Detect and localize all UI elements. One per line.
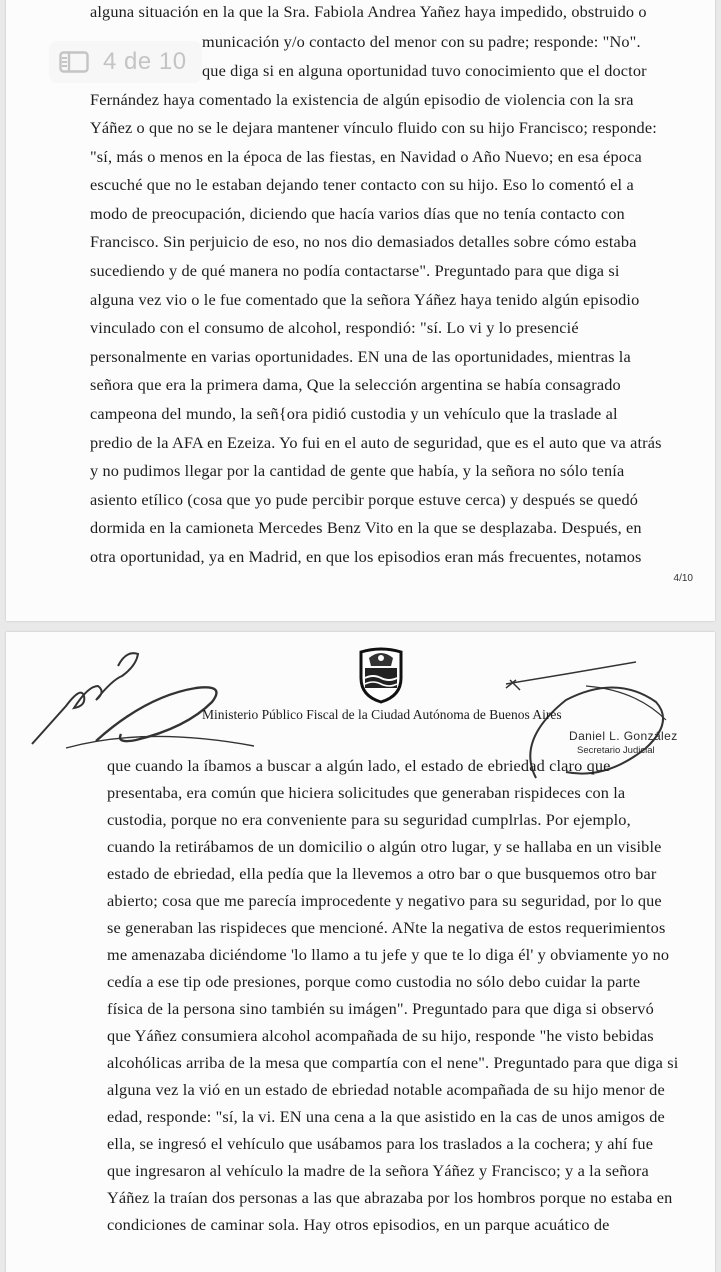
text-line: sucediendo y de qué manera no podía contactarse". Preguntado para que diga si xyxy=(90,261,620,280)
text-line: predio de la AFA en Ezeiza. Yo fui en el auto de seguridad, que es el auto que va atrás xyxy=(90,433,662,452)
signature-role: Secretario Judicial xyxy=(577,745,655,756)
text-line: "sí, más o menos en la época de las fiestas, en Navidad o Año Nuevo; en esa época xyxy=(90,147,642,166)
text-line: condiciones de caminar sola. Hay otros episodios, en un parque acuático de xyxy=(107,1215,610,1234)
text-line: edad, responde: "sí, la vi. EN una cena a la que asistido en la cas de unos amigos de xyxy=(107,1107,665,1126)
document-page-5 xyxy=(6,632,715,1272)
page-number: 4/10 xyxy=(673,573,693,584)
ministry-header: Ministerio Público Fiscal de la Ciudad Autónoma de Buenos Aires xyxy=(202,707,562,722)
text-line: custodia, porque no era conveniente para su seguridad cumplrlas. Por ejemplo, xyxy=(107,810,631,829)
text-line: escuché que no le estaban dejando tener contacto con su hijo. Eso lo comentó el a xyxy=(90,175,634,194)
text-line: que cuando la íbamos a buscar a algún lado, el estado de ebriedad claro que xyxy=(107,756,611,775)
text-line: alguna vez la vió en un estado de ebriedad notable acompañada de su hijo menor de xyxy=(107,1080,665,1099)
signature-name: Daniel L. González xyxy=(569,729,678,743)
text-line: alguna vez vio o le fue comentado que la señora Yáñez haya tenido algún episodio xyxy=(90,290,640,309)
text-line: personalmente en varias oportunidades. EN una de las oportunidades, mientras la xyxy=(90,347,631,366)
text-line: dormida en la camioneta Mercedes Benz Vito en la que se desplazaba. Después, en xyxy=(90,518,642,537)
text-line: estado de ebriedad, ella pedía que la llevemos a otro bar o que busquemos otro bar xyxy=(107,864,657,883)
text-line: cedía a ese tip ode presiones, porque como custodia no sólo debo cuidar la parte xyxy=(107,972,641,991)
page-indicator-badge[interactable] xyxy=(49,41,202,83)
pages-icon xyxy=(59,51,89,73)
text-line: señora que era la primera dama, Que la selección argentina se había consagrado xyxy=(90,375,621,394)
text-line: municación y/o contacto del menor con su padre; responde: "No". xyxy=(202,32,641,51)
text-line: presentaba, era común que hiciera solicitudes que generaban rispideces con la xyxy=(107,783,626,802)
text-line: alcohólicas arriba de la mesa que compartía con el nene". Preguntado para que diga si xyxy=(107,1053,679,1072)
text-line: Francisco. Sin perjuicio de eso, no nos dio demasiados detalles sobre cómo estaba xyxy=(90,232,637,251)
page-indicator-text: 4 de 10 xyxy=(103,48,187,75)
text-line: cuando la retirábamos de un domicilio o algún otro lugar, y se hallaba en un visible xyxy=(107,837,662,856)
text-line: Yáñez o que no se le dejara mantener vínculo fluido con su hijo Francisco; responde: xyxy=(90,118,657,137)
text-line: y no pudimos llegar por la cantidad de gente que había, y la señora no sólo tenía xyxy=(90,461,625,480)
text-line: me amenazaba diciéndome 'lo llamo a tu jefe y que te lo diga él' y obviamente yo no xyxy=(107,945,670,964)
text-line: alguna situación en la que la Sra. Fabiola Andrea Yañez haya impedido, obstruido o xyxy=(90,2,647,21)
text-line: otra oportunidad, ya en Madrid, en que los episodios eran más frecuentes, notamos xyxy=(90,547,642,566)
text-line: abierto; cosa que me parecía improcedente y negativo para su seguridad, por lo que xyxy=(107,891,662,910)
text-line: que Yáñez consumiera alcohol acompañada de su hijo, responde "he visto bebidas xyxy=(107,1026,654,1045)
signature-scribble-left-icon xyxy=(26,636,266,756)
text-line: ella, se ingresó el vehículo que usábamos para los traslados a la cochera; y ahí fue xyxy=(107,1134,654,1153)
text-line: Yáñez la traían dos personas a las que abrazaba por los hombros porque no estaba en xyxy=(107,1188,673,1207)
coat-of-arms-seal-icon xyxy=(355,644,407,704)
text-line: que diga si en alguna oportunidad tuvo conocimiento que el doctor xyxy=(202,61,647,80)
text-line: se generaban las rispideces que mencioné. ANte la negativa de estos requerimientos xyxy=(107,918,666,937)
text-line: física de la persona sino también su imágen". Preguntado para que diga si observó xyxy=(107,999,654,1018)
text-line: Fernández haya comentado la existencia de algún episodio de violencia con la sra xyxy=(90,90,634,109)
text-line: vinculado con el consumo de alcohol, respondió: "sí. Lo vi y lo presencié xyxy=(90,318,579,337)
text-line: que ingresaron al vehículo la madre de la señora Yáñez y Francisco; y a la señora xyxy=(107,1161,649,1180)
text-line: campeona del mundo, la señ{ora pidió custodia y un vehículo que la traslade al xyxy=(90,404,618,423)
text-line: asiento etílico (cosa que yo pude percibir porque estuve cerca) y después se quedó xyxy=(90,490,639,509)
text-line: modo de preocupación, diciendo que hacía varios días que no tenía contacto con xyxy=(90,204,625,223)
document-page-4 xyxy=(6,0,715,621)
